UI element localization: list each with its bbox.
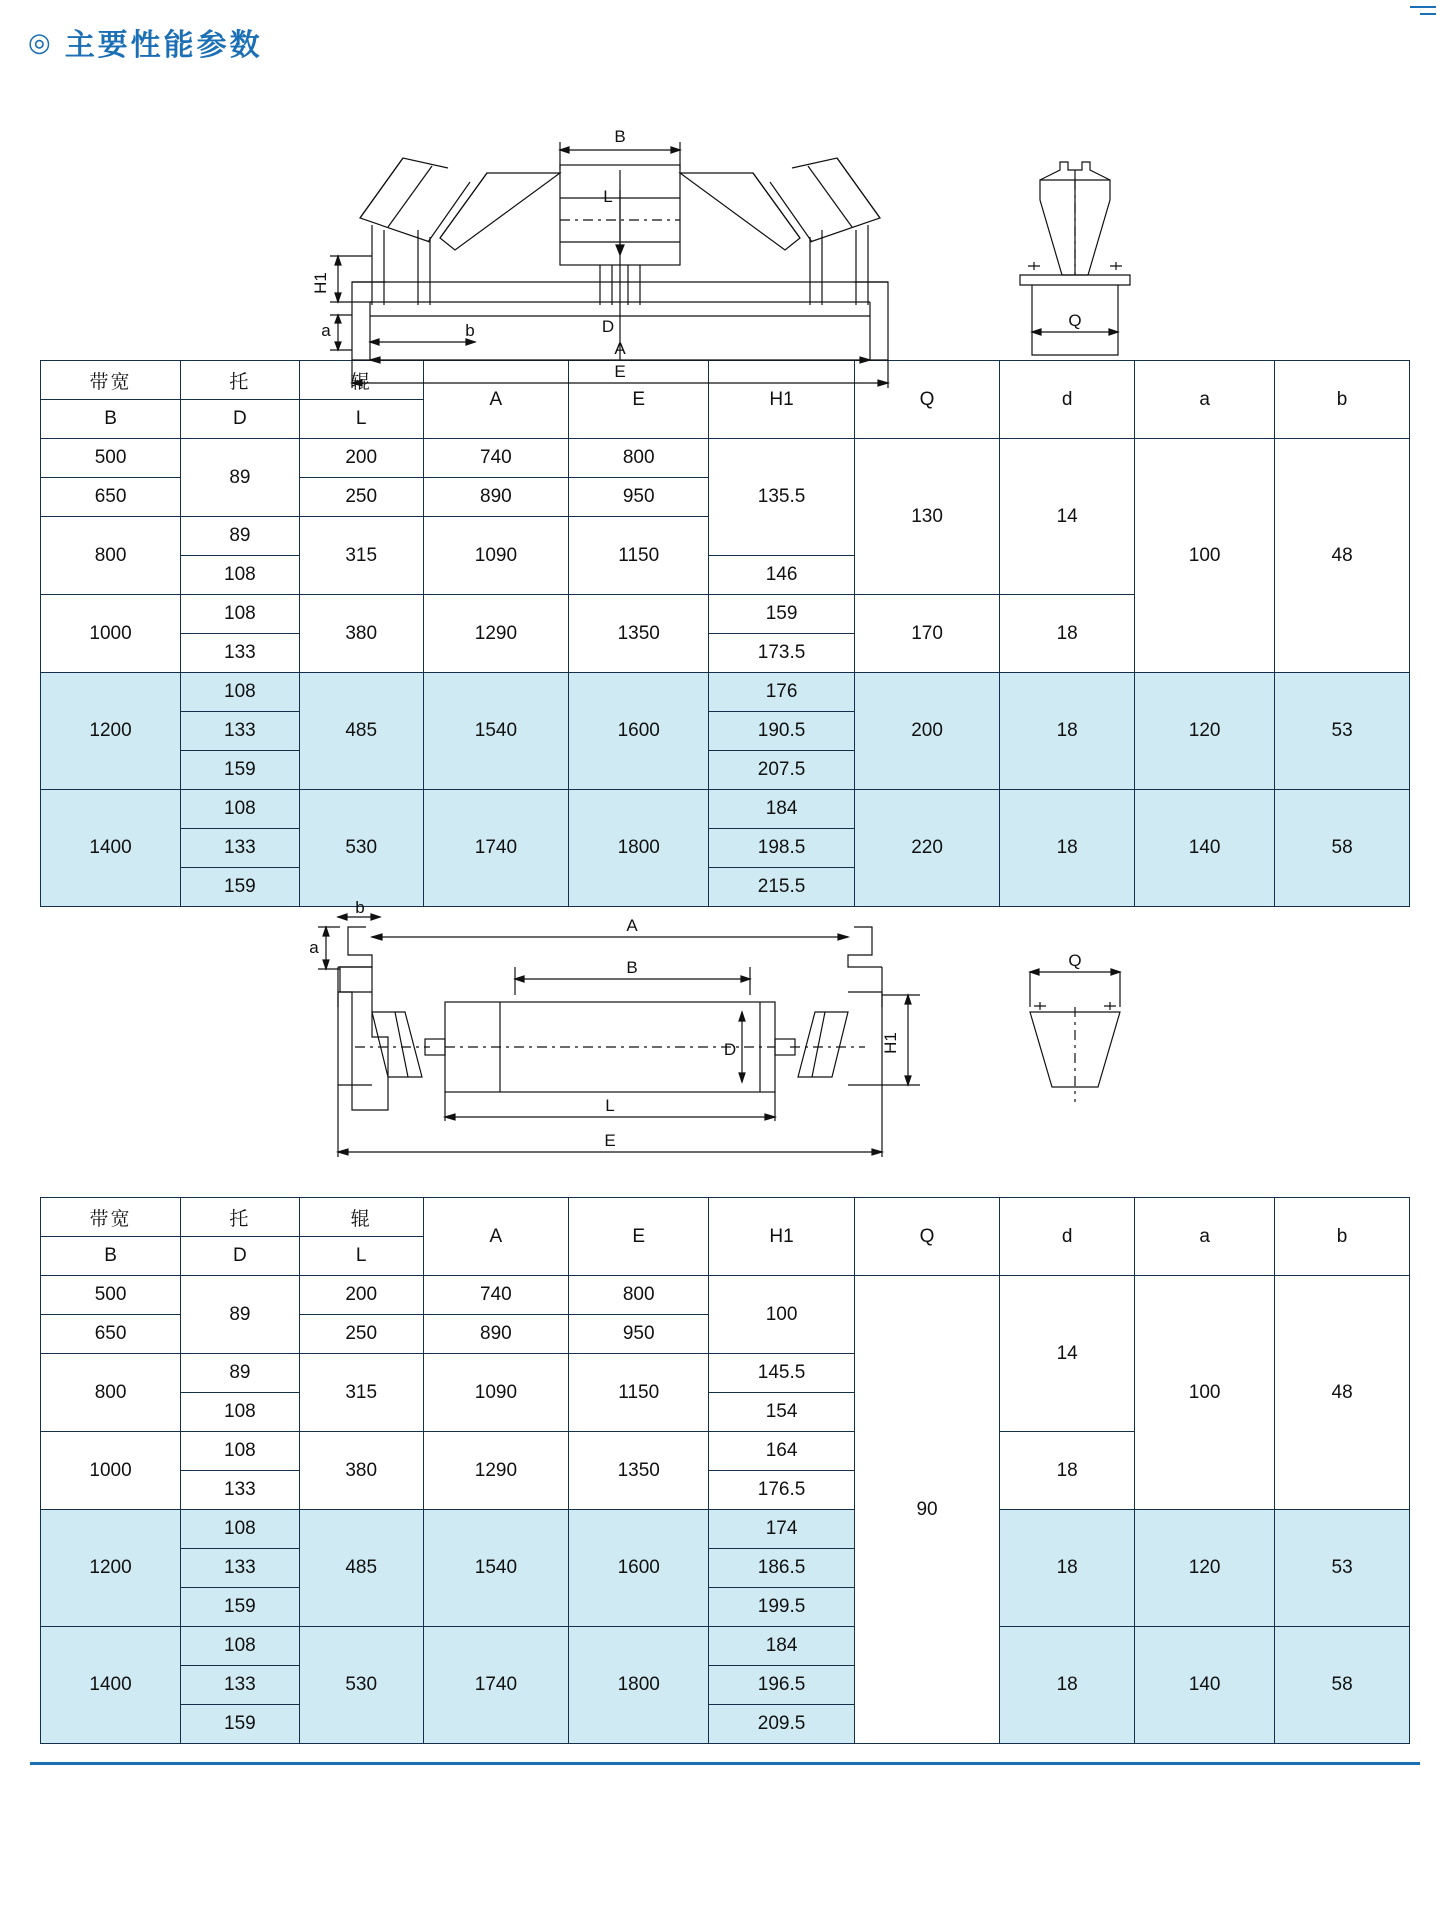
cell-e: 800 xyxy=(569,439,709,478)
table2-wrap xyxy=(0,1197,1450,1744)
svg-text:H1: H1 xyxy=(311,272,330,294)
cell-a: 1540 xyxy=(423,673,569,790)
cell-l: 250 xyxy=(299,1315,423,1354)
cell-e: 1350 xyxy=(569,1432,709,1510)
cell-l: 250 xyxy=(299,478,423,517)
cell-d: 159 xyxy=(181,751,300,790)
cell-q: 90 xyxy=(854,1276,1000,1744)
header-Q: Q xyxy=(854,361,1000,439)
svg-text:Q: Q xyxy=(1068,951,1082,970)
svg-text:E: E xyxy=(614,362,626,381)
header-band-width: 带宽 xyxy=(41,361,181,400)
cell-a: 740 xyxy=(423,439,569,478)
cell-h1: 196.5 xyxy=(709,1666,855,1705)
table1-header-row-1 xyxy=(41,361,1410,400)
cell-b: 1000 xyxy=(41,1432,181,1510)
table2-header-row-1 xyxy=(41,1198,1410,1237)
cell-e: 1150 xyxy=(569,1354,709,1432)
header-band-width: 带宽 xyxy=(41,1198,181,1237)
cell-a: 140 xyxy=(1135,1627,1275,1744)
svg-text:b: b xyxy=(465,321,475,340)
cell-h1: 154 xyxy=(709,1393,855,1432)
table2-head xyxy=(41,1198,1410,1276)
cell-b: 53 xyxy=(1275,1510,1410,1627)
cell-b: 500 xyxy=(41,1276,181,1315)
cell-h1: 176.5 xyxy=(709,1471,855,1510)
cell-h1: 207.5 xyxy=(709,751,855,790)
cell-e: 1600 xyxy=(569,673,709,790)
cell-h1: 176 xyxy=(709,673,855,712)
header-d: d xyxy=(1000,1198,1135,1276)
cell-h1: 135.5 xyxy=(709,439,855,556)
cell-d: 108 xyxy=(181,1432,300,1471)
cell-d: 18 xyxy=(1000,595,1135,673)
cell-a: 740 xyxy=(423,1276,569,1315)
table-row xyxy=(41,1510,1410,1549)
svg-text:L: L xyxy=(603,187,613,206)
table-row xyxy=(41,439,1410,478)
cell-d: 159 xyxy=(181,868,300,907)
cell-e: 1150 xyxy=(569,517,709,595)
cell-d: 108 xyxy=(181,556,300,595)
figure-trough-idler xyxy=(0,70,1450,381)
cell-l: 380 xyxy=(299,1432,423,1510)
cell-b: 800 xyxy=(41,517,181,595)
cell-b: 500 xyxy=(41,439,181,478)
cell-a: 1740 xyxy=(423,790,569,907)
cell-d: 133 xyxy=(181,1471,300,1510)
cell-b: 48 xyxy=(1275,1276,1410,1510)
table-row xyxy=(41,1627,1410,1666)
cell-l: 530 xyxy=(299,1627,423,1744)
header-D: D xyxy=(181,400,300,439)
cell-b: 1400 xyxy=(41,1627,181,1744)
cell-d: 108 xyxy=(181,1627,300,1666)
svg-text:a: a xyxy=(321,321,331,340)
cell-e: 1350 xyxy=(569,595,709,673)
cell-b: 650 xyxy=(41,478,181,517)
cell-b: 53 xyxy=(1275,673,1410,790)
header-B: B xyxy=(41,400,181,439)
svg-text:A: A xyxy=(614,339,626,358)
cell-e: 950 xyxy=(569,1315,709,1354)
cell-d: 18 xyxy=(1000,1432,1135,1510)
header-B: B xyxy=(41,1237,181,1276)
cell-a: 1290 xyxy=(423,1432,569,1510)
cell-l: 200 xyxy=(299,439,423,478)
page-title: 主要性能参数 xyxy=(64,28,263,63)
header-A: A xyxy=(423,361,569,439)
cell-d: 133 xyxy=(181,1549,300,1588)
cell-d: 89 xyxy=(181,439,300,517)
corner-mark xyxy=(1410,6,1436,24)
cell-h1: 186.5 xyxy=(709,1549,855,1588)
header-roller-2: 辊 xyxy=(299,1198,423,1237)
header-A: A xyxy=(423,1198,569,1276)
cell-b: 800 xyxy=(41,1354,181,1432)
table1-wrap xyxy=(0,360,1450,907)
cell-d: 18 xyxy=(1000,1627,1135,1744)
cell-d: 18 xyxy=(1000,790,1135,907)
cell-a: 100 xyxy=(1135,1276,1275,1510)
header-a: a xyxy=(1135,1198,1275,1276)
cell-h1: 159 xyxy=(709,595,855,634)
header-H1: H1 xyxy=(709,361,855,439)
cell-d: 108 xyxy=(181,595,300,634)
cell-l: 315 xyxy=(299,1354,423,1432)
cell-l: 315 xyxy=(299,517,423,595)
header-Q: Q xyxy=(854,1198,1000,1276)
header-H1: H1 xyxy=(709,1198,855,1276)
page-header xyxy=(0,0,1450,70)
svg-text:E: E xyxy=(604,1131,616,1150)
cell-e: 950 xyxy=(569,478,709,517)
cell-a: 1290 xyxy=(423,595,569,673)
cell-d: 133 xyxy=(181,634,300,673)
cell-h1: 198.5 xyxy=(709,829,855,868)
svg-text:L: L xyxy=(605,1096,615,1115)
cell-h1: 184 xyxy=(709,1627,855,1666)
cell-l: 380 xyxy=(299,595,423,673)
header-E: E xyxy=(569,1198,709,1276)
table-row xyxy=(41,790,1410,829)
cell-h1: 184 xyxy=(709,790,855,829)
cell-b: 1200 xyxy=(41,1510,181,1627)
cell-d: 89 xyxy=(181,1354,300,1393)
svg-text:B: B xyxy=(626,958,638,977)
cell-d: 89 xyxy=(181,517,300,556)
diamond-bullet-icon: ◎ xyxy=(28,27,51,57)
cell-l: 530 xyxy=(299,790,423,907)
cell-l: 200 xyxy=(299,1276,423,1315)
cell-h1: 164 xyxy=(709,1432,855,1471)
header-roller-1: 托 xyxy=(181,1198,300,1237)
cell-a: 1090 xyxy=(423,1354,569,1432)
header-L: L xyxy=(299,1237,423,1276)
table1-head xyxy=(41,361,1410,439)
cell-e: 1600 xyxy=(569,1510,709,1627)
header-roller-1: 托 xyxy=(181,361,300,400)
cell-a: 1540 xyxy=(423,1510,569,1627)
cell-b: 58 xyxy=(1275,790,1410,907)
cell-a: 140 xyxy=(1135,790,1275,907)
table1-body xyxy=(41,439,1410,907)
cell-d: 89 xyxy=(181,1276,300,1354)
cell-e: 1800 xyxy=(569,1627,709,1744)
cell-q: 170 xyxy=(854,595,1000,673)
cell-b: 1400 xyxy=(41,790,181,907)
cell-d: 108 xyxy=(181,1393,300,1432)
table2-body xyxy=(41,1276,1410,1744)
svg-text:A: A xyxy=(626,916,638,935)
cell-a: 890 xyxy=(423,1315,569,1354)
cell-h1: 146 xyxy=(709,556,855,595)
table-row xyxy=(41,673,1410,712)
cell-d: 108 xyxy=(181,790,300,829)
cell-h1: 173.5 xyxy=(709,634,855,673)
cell-e: 800 xyxy=(569,1276,709,1315)
cell-b: 1000 xyxy=(41,595,181,673)
cell-b: 48 xyxy=(1275,439,1410,673)
svg-text:b: b xyxy=(355,898,365,917)
cell-d: 18 xyxy=(1000,673,1135,790)
header-L: L xyxy=(299,400,423,439)
cell-a: 120 xyxy=(1135,1510,1275,1627)
table-row xyxy=(41,1276,1410,1315)
figure-flat-idler xyxy=(0,898,1450,1197)
cell-a: 100 xyxy=(1135,439,1275,673)
cell-q: 220 xyxy=(854,790,1000,907)
cell-a: 890 xyxy=(423,478,569,517)
cell-d: 108 xyxy=(181,673,300,712)
cell-d: 108 xyxy=(181,1510,300,1549)
cell-d: 14 xyxy=(1000,1276,1135,1432)
cell-d: 159 xyxy=(181,1705,300,1744)
header-roller-2: 辊 xyxy=(299,361,423,400)
cell-d: 18 xyxy=(1000,1510,1135,1627)
cell-a: 1090 xyxy=(423,517,569,595)
svg-text:D: D xyxy=(601,317,615,336)
cell-d: 133 xyxy=(181,712,300,751)
trough-idler-spec-table xyxy=(40,360,1410,907)
cell-h1: 209.5 xyxy=(709,1705,855,1744)
svg-text:H1: H1 xyxy=(881,1032,900,1054)
cell-d: 133 xyxy=(181,1666,300,1705)
cell-h1: 100 xyxy=(709,1276,855,1354)
flat-idler-spec-table xyxy=(40,1197,1410,1744)
cell-h1: 190.5 xyxy=(709,712,855,751)
cell-h1: 174 xyxy=(709,1510,855,1549)
header-d: d xyxy=(1000,361,1135,439)
header-D: D xyxy=(181,1237,300,1276)
svg-text:a: a xyxy=(309,938,319,957)
cell-q: 200 xyxy=(854,673,1000,790)
cell-q: 130 xyxy=(854,439,1000,595)
cell-h1: 215.5 xyxy=(709,868,855,907)
cell-e: 1800 xyxy=(569,790,709,907)
cell-b: 650 xyxy=(41,1315,181,1354)
header-b: b xyxy=(1275,1198,1410,1276)
cell-h1: 199.5 xyxy=(709,1588,855,1627)
cell-d: 14 xyxy=(1000,439,1135,595)
cell-d: 133 xyxy=(181,829,300,868)
cell-a: 1740 xyxy=(423,1627,569,1744)
header-a: a xyxy=(1135,361,1275,439)
cell-l: 485 xyxy=(299,673,423,790)
cell-h1: 145.5 xyxy=(709,1354,855,1393)
bottom-rule xyxy=(30,1762,1420,1765)
cell-a: 120 xyxy=(1135,673,1275,790)
header-b: b xyxy=(1275,361,1410,439)
header-E: E xyxy=(569,361,709,439)
cell-d: 159 xyxy=(181,1588,300,1627)
svg-text:D: D xyxy=(723,1040,737,1059)
cell-l: 485 xyxy=(299,1510,423,1627)
cell-b: 58 xyxy=(1275,1627,1410,1744)
svg-text:B: B xyxy=(614,127,626,146)
cell-b: 1200 xyxy=(41,673,181,790)
svg-text:Q: Q xyxy=(1068,311,1082,330)
